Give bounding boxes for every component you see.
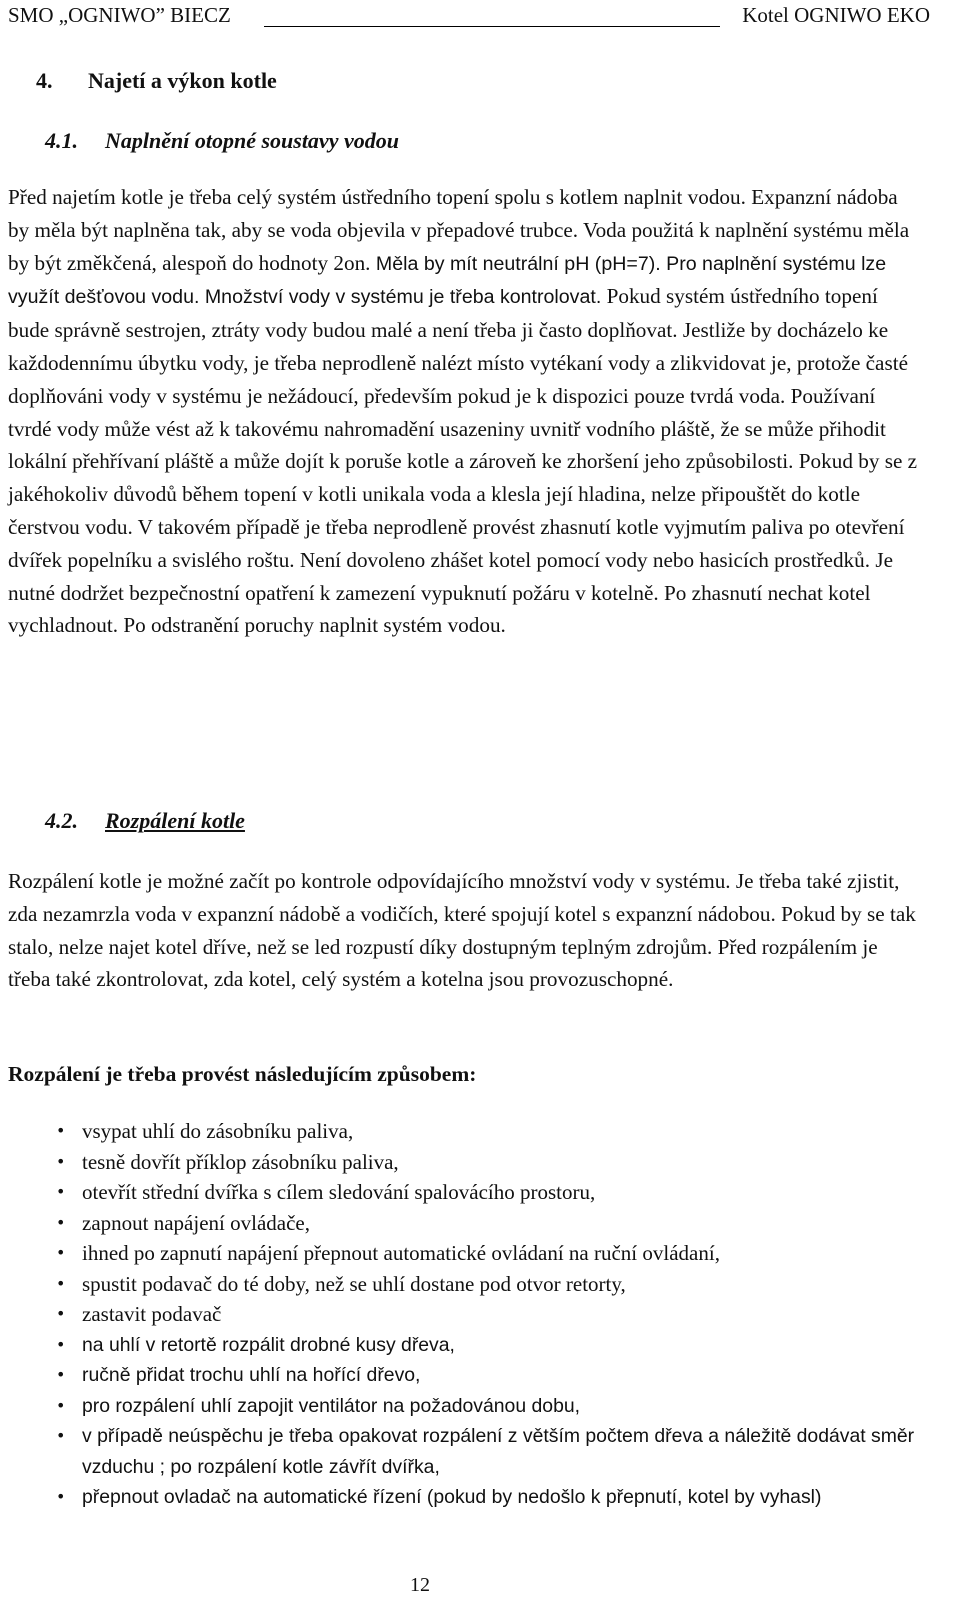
procedure-steps: [56, 1116, 926, 1513]
list-item: • přepnout ovladač na automatické řízení (pokud by nedošlo k přepnutí, kotel by vyhasl): [56, 1482, 926, 1513]
page-number: 12: [410, 1574, 430, 1596]
section-41-heading: [45, 128, 399, 154]
list-item: • pro rozpálení uhlí zapojit ventilátor na požadovánou dobu,: [56, 1391, 926, 1422]
section-41-number: 4.1.: [45, 128, 78, 153]
section-42-paragraph: Rozpálení kotle je možné začít po kontrole odpovídajícího množství vody v systému. Je třeba také zjistit, zda nezamrzla voda v expanzní nádobě a vodičích, které spojují kotel s expanzní nádobou. Pokud by se tak stalo, nelze najet kotel dříve, než se led rozpustí díky dostupným teplným zdrojům. Před rozpálením je třeba také zkontrolovat, zda kotel, celý systém a kotelna jsou provozuschopné.: [8, 869, 916, 992]
list-item: • vsypat uhlí do zásobníku paliva,: [56, 1116, 926, 1147]
page-header: [8, 2, 930, 32]
section-4-number: 4.: [36, 68, 53, 93]
list-item: • v případě neúspěchu je třeba opakovat rozpálení z větším počtem dřeva a náležitě dodávat směr vzduchu ; po rozpálení kotle závřít dvířka,: [56, 1421, 926, 1482]
section-4-title: Najetí a výkon kotle: [88, 68, 277, 93]
list-item: • ručně přidat trochu uhlí na hořící dřevo,: [56, 1360, 926, 1391]
header-rule: [264, 26, 720, 27]
list-item: • zastavit podavač: [56, 1299, 926, 1330]
procedure-heading: Rozpálení je třeba provést následujícím způsobem:: [8, 1062, 477, 1086]
list-item: • ihned po zapnutí napájení přepnout automatické ovládaní na ruční ovládaní,: [56, 1238, 926, 1269]
list-item: • otevřít střední dvířka s cílem sledování spalovácího prostoru,: [56, 1177, 926, 1208]
list-item: • zapnout napájení ovládače,: [56, 1208, 926, 1239]
paragraph-part-3: Pokud systém ústředního topení bude správně sestrojen, ztráty vody budou malé a není třeba ji často doplňovat. Jestliže by docházelo ke každodennímu úbytku vody, je třeba neprodleně nalézt místo vytékaní vody a zlikvidovat je, protože časté doplňováni vody v systému je nežádoucí, především pokud je k dispozici pouze tvrdá voda. Používaní tvrdé vody může vést až k takovému nahromadění usazeniny uvnitř vodního pláště, že se může přihodit lokální přehřívaní pláště a může dojít k poruše kotle a zároveň ke zhoršení jeho způsobilosti. Pokud by se z jakéhokoliv důvodů během topení v kotli unikala voda a klesla její hladina, nelze připouštět do kotle čerstvou vodu. V takovém případě je třeba neprodleně provést zhasnutí kotle vyjmutím paliva po otevření dvířek popelníku a svislého roštu. Není dovoleno zhášet kotel pomocí vody nebo hasicích prostředků. Je nutné dodržet bezpečnostní opatření k zamezení vypuknutí požáru v kotelně. Po zhasnutí nechat kotel vychladnout. Po odstranění poruchy naplnit systém vodou.: [8, 284, 918, 638]
list-item: • spustit podavač do té doby, než se uhlí dostane pod otvor retorty,: [56, 1269, 926, 1300]
section-41-title: Naplnění otopné soustavy vodou: [105, 128, 399, 153]
paragraph-part-2: Měla by mít neutrální pH (pH=7). Pro naplnění systému lze využít dešťovou vodu. Množství vody v systému je třeba kontrolovat.: [8, 252, 887, 309]
section-4-heading: [36, 68, 277, 94]
header-product: Kotel OGNIWO EKO: [742, 3, 930, 27]
section-42-heading: [45, 808, 245, 834]
list-item: • tesně dovřít příklop zásobníku paliva,: [56, 1147, 926, 1178]
list-item: • na uhlí v retortě rozpálit drobné kusy dřeva,: [56, 1330, 926, 1361]
header-company: SMO „OGNIWO” BIECZ: [8, 3, 231, 27]
section-41-paragraph: [8, 181, 923, 642]
section-42-number: 4.2.: [45, 808, 78, 833]
section-42-title: Rozpálení kotle: [105, 808, 245, 833]
paragraph-part-1: Před najetím kotle je třeba celý systém ústředního topení spolu s kotlem naplnit vodou. Expanzní nádoba by měla být naplněna tak, aby se voda objevila v přepadové trubce. Voda použitá k naplnění systému měla by být změkčená, alespoň do hodnoty 2on.: [8, 185, 910, 275]
